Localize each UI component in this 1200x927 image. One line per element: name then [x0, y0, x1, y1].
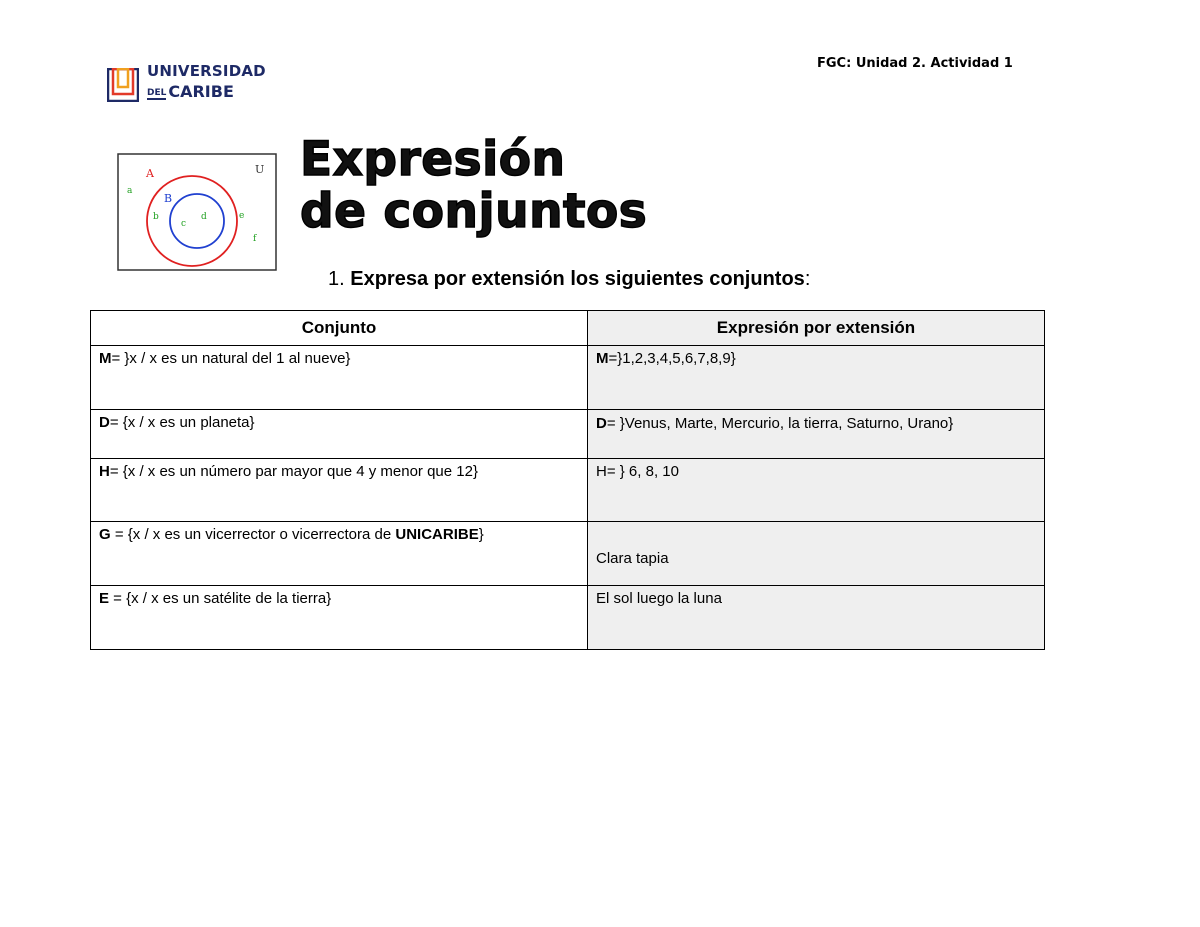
set-extension-cell — [588, 346, 1045, 410]
instruction-colon: : — [804, 268, 811, 290]
table-row — [91, 522, 1045, 586]
set-definition-bold-text: UNICARIBE — [395, 526, 479, 543]
table-row — [91, 586, 1045, 650]
venn-element-e: e — [239, 211, 245, 221]
set-extension-cell — [588, 522, 1045, 586]
page-title-line1: Expresión — [300, 132, 566, 187]
set-extension-text: El sol luego la luna — [596, 590, 722, 607]
venn-element-a: a — [127, 186, 133, 196]
table-row — [91, 346, 1045, 410]
set-definition-text: = {x / x es un satélite de la tierra} — [109, 590, 332, 607]
set-extension-text: = }Venus, Marte, Mercurio, la tierra, Saturno, Urano} — [606, 415, 954, 432]
set-definition-text: = {x / x es un vicerrector o vicerrectora de — [110, 526, 396, 543]
universe-label: U — [255, 163, 265, 176]
table-header-row — [91, 311, 1045, 346]
venn-element-c: c — [181, 219, 187, 229]
set-definition-text: = }x / x es un natural del 1 al nueve} — [111, 350, 351, 367]
set-definition-text: = {x / x es un número par mayor que 4 y menor que 12} — [109, 463, 478, 480]
set-a-label: A — [146, 167, 154, 180]
set-name: M — [596, 350, 609, 367]
set-definition-text-end: } — [478, 526, 484, 543]
column-header-expresion: Expresión por extensión — [588, 311, 1045, 346]
set-b-label: B — [164, 192, 173, 205]
set-extension-cell — [588, 586, 1045, 650]
column-header-conjunto: Conjunto — [91, 311, 588, 346]
logo-text-universidad: UNIVERSIDAD — [147, 62, 266, 80]
set-definition-cell — [91, 522, 588, 586]
set-definition-cell — [91, 346, 588, 410]
table-row — [91, 410, 1045, 459]
set-name: H — [99, 463, 110, 480]
set-name: D — [596, 415, 607, 432]
set-definition-cell — [91, 459, 588, 522]
page-title — [300, 134, 647, 238]
set-extension-text: H= } 6, 8, 10 — [596, 463, 679, 480]
logo-text-del: DEL — [147, 88, 167, 98]
university-logo — [107, 62, 277, 102]
venn-element-d: d — [201, 212, 207, 222]
set-extension-cell — [588, 459, 1045, 522]
set-name: E — [99, 590, 110, 607]
sets-table — [90, 310, 1045, 650]
set-name: D — [99, 414, 110, 431]
set-extension-text: =}1,2,3,4,5,6,7,8,9} — [608, 350, 736, 367]
venn-element-b: b — [153, 212, 159, 222]
set-extension-text: Clara tapia — [596, 550, 669, 567]
page-title-line2: de conjuntos — [300, 184, 648, 239]
instruction-bold-text: Expresa por extensión los siguientes conjuntos — [350, 268, 805, 290]
set-definition-text: = {x / x es un planeta} — [109, 414, 255, 431]
universe-box — [118, 154, 276, 270]
set-name: M — [99, 350, 112, 367]
set-name: G — [99, 526, 111, 543]
instruction-number: 1. — [328, 268, 351, 290]
table-row — [91, 459, 1045, 522]
set-definition-cell — [91, 586, 588, 650]
logo-text-caribe: CARIBE — [168, 82, 234, 101]
set-extension-cell — [588, 410, 1045, 459]
instruction-text — [328, 268, 810, 291]
venn-diagram — [117, 153, 277, 271]
university-logo-mark — [107, 68, 139, 102]
set-definition-cell — [91, 410, 588, 459]
document-header-label: FGC: Unidad 2. Actividad 1 — [817, 56, 1013, 71]
logo-text-del-caribe — [147, 82, 234, 102]
venn-element-f: f — [253, 234, 257, 244]
